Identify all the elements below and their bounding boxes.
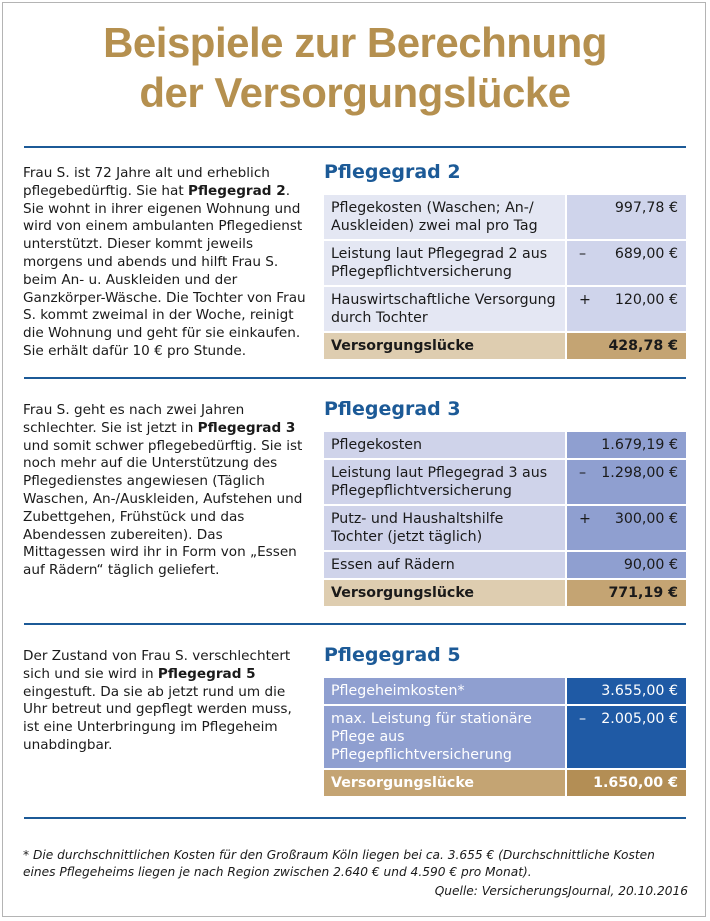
- table-row: [324, 706, 686, 768]
- row-label: Leistung laut Pflegegrad 2 aus Pflegepflichtversicherung: [324, 241, 565, 285]
- row-value: [567, 333, 686, 359]
- description-text: Pflegegrad 5: [157, 665, 256, 682]
- title-line-2: der Versorgungslücke: [139, 69, 571, 116]
- row-label: Essen auf Rädern: [324, 552, 565, 578]
- divider-top: [24, 146, 686, 148]
- description-text: Pflegegrad 2: [187, 182, 286, 199]
- table-row: [324, 287, 686, 331]
- table-pflegegrad-2: [324, 195, 686, 361]
- description-text: Pflegegrad 3: [197, 419, 296, 436]
- footnote: * Die durchschnittlichen Kosten für den Großraum Köln liegen bei ca. 3.655 € (Durchschnittliche Kosten eines Pflegeheims liegen je nach Region zwischen 2.640 € und 4.590 € pro Monat).: [23, 848, 655, 879]
- description-text: und somit schwer pflegebedürftig. Sie ist noch mehr auf die Unterstützung des Pflegedienstes angewiesen (Täglich Waschen, An-/Auskleiden, Aufstehen und Zubettgehen, Frühstück und das Abendessen zubereiten). Das Mittagessen wird ihr in Form von „Essen auf Rädern“ täglich geliefert.: [23, 437, 303, 579]
- description-text: Der Zustand von Frau S. verschlechtert sich und sie wird in: [23, 648, 291, 682]
- total-row: [324, 580, 686, 606]
- table-row: [324, 432, 686, 458]
- row-amount: 997,78 €: [614, 200, 678, 216]
- description-pflegegrad-2: [23, 165, 308, 361]
- row-value: [567, 770, 686, 796]
- row-value: [567, 678, 686, 704]
- table-pflegegrad-3: [324, 432, 686, 608]
- row-label: Putz- und Haushaltshilfe Tochter (jetzt täglich): [324, 506, 565, 550]
- row-amount: 120,00 €: [614, 292, 678, 308]
- page-title: [0, 18, 710, 118]
- total-label: Versorgungslücke: [324, 580, 565, 606]
- heading-pflegegrad-5: Pflegegrad 5: [324, 644, 461, 666]
- divider-1: [24, 377, 686, 379]
- row-amount: 689,00 €: [614, 246, 678, 262]
- row-value: [567, 460, 686, 504]
- total-label: Versorgungslücke: [324, 333, 565, 359]
- row-label: Hauswirtschaftliche Versorgung durch Tochter: [324, 287, 565, 331]
- row-label: Pflegekosten (Waschen; An-/ Auskleiden) zwei mal pro Tag: [324, 195, 565, 239]
- heading-pflegegrad-3: Pflegegrad 3: [324, 398, 461, 420]
- divider-bottom: [24, 817, 686, 819]
- row-amount: 90,00 €: [623, 557, 678, 573]
- row-amount: 3.655,00 €: [601, 683, 678, 699]
- row-operator: –: [579, 465, 587, 481]
- table-pflegegrad-5: [324, 678, 686, 798]
- row-amount: 300,00 €: [614, 511, 678, 527]
- row-operator: –: [579, 246, 587, 262]
- heading-pflegegrad-2: Pflegegrad 2: [324, 161, 461, 183]
- row-label: max. Leistung für stationäre Pflege aus Pflegepflichtversicherung: [324, 706, 565, 768]
- description-pflegegrad-5: [23, 648, 308, 755]
- divider-2: [24, 623, 686, 625]
- row-operator: +: [579, 511, 591, 527]
- total-label: Versorgungslücke: [324, 770, 565, 796]
- row-label: Pflegekosten: [324, 432, 565, 458]
- row-value: [567, 241, 686, 285]
- row-value: [567, 706, 686, 768]
- row-amount: 1.679,19 €: [601, 437, 678, 453]
- row-label: Pflegeheimkosten*: [324, 678, 565, 704]
- row-value: [567, 287, 686, 331]
- table-row: [324, 678, 686, 704]
- description-text: Frau S. geht es nach zwei Jahren schlechter. Sie ist jetzt in: [23, 402, 245, 436]
- total-amount: 1.650,00 €: [593, 775, 678, 791]
- row-value: [567, 580, 686, 606]
- table-row: [324, 195, 686, 239]
- source-citation: Quelle: VersicherungsJournal, 20.10.2016: [434, 884, 688, 898]
- total-row: [324, 770, 686, 796]
- table-row: [324, 460, 686, 504]
- row-label: Leistung laut Pflegegrad 3 aus Pflegepflichtversicherung: [324, 460, 565, 504]
- description-text: Frau S. ist 72 Jahre alt und erheblich pflegebedürftig. Sie hat: [23, 165, 270, 199]
- total-amount: 428,78 €: [608, 338, 678, 354]
- row-value: [567, 195, 686, 239]
- row-operator: +: [579, 292, 591, 308]
- description-text: eingestuft. Da sie ab jetzt rund um die Uhr betreut und gepflegt werden muss, ist eine Unterbringung im Pflegeheim unabdingbar.: [23, 683, 292, 753]
- row-value: [567, 432, 686, 458]
- title-line-1: Beispiele zur Berechnung: [103, 19, 607, 66]
- table-row: [324, 506, 686, 550]
- table-row: [324, 241, 686, 285]
- total-row: [324, 333, 686, 359]
- row-amount: 1.298,00 €: [601, 465, 678, 481]
- total-amount: 771,19 €: [608, 585, 678, 601]
- row-operator: –: [579, 711, 587, 727]
- table-row: [324, 552, 686, 578]
- row-value: [567, 506, 686, 550]
- row-amount: 2.005,00 €: [601, 711, 678, 727]
- row-value: [567, 552, 686, 578]
- description-pflegegrad-3: [23, 402, 308, 580]
- description-text: . Sie wohnt in ihrer eigenen Wohnung und wird von einem ambulanten Pflegedienst unterstützt. Dieser kommt jeweils morgens und abends und hilft Frau S. beim An- u. Auskleiden und der Ganzkörper-Wäsche. Die Tochter von Frau S. kommt zweimal in der Woche, reinigt die Wohnung und geht für sie einkaufen. Sie erhält dafür 10 € pro Stunde.: [23, 182, 306, 359]
